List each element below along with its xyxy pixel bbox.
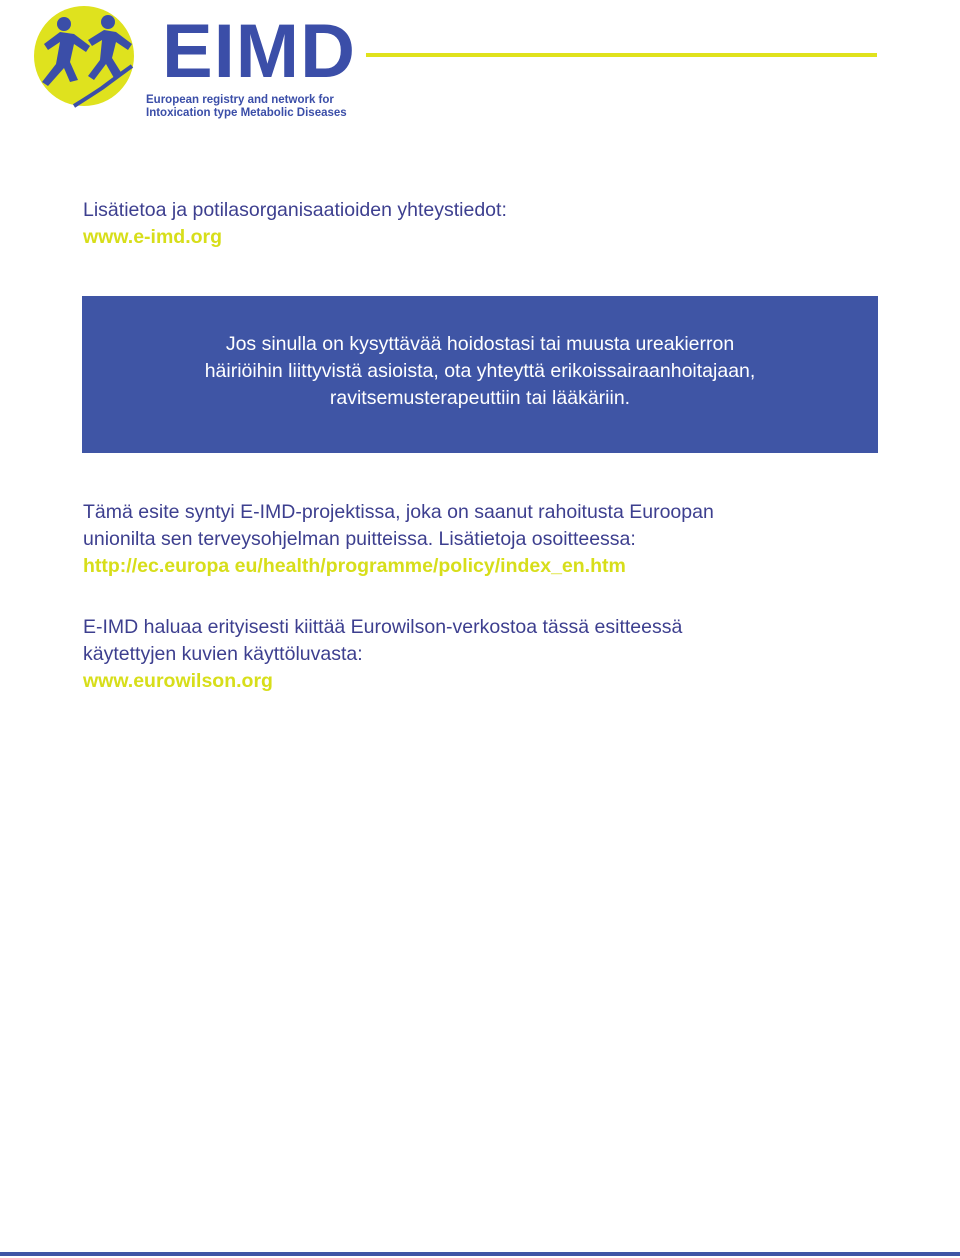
eimd-logo <box>30 4 356 120</box>
header-divider <box>366 53 877 57</box>
funding-link[interactable]: http://ec.europa eu/health/programme/policy/index_en.htm <box>83 555 626 577</box>
footer-divider <box>0 1252 960 1256</box>
funding-paragraph <box>83 499 923 580</box>
contact-info <box>83 197 507 251</box>
contact-info-text: Lisätietoa ja potilasorganisaatioiden yhteystiedot: <box>83 199 507 221</box>
funding-line-2: unionilta sen terveysohjelman puitteissa. Lisätietoja osoitteessa: <box>83 528 636 550</box>
callout-line-2: häiriöihin liittyvistä asioista, ota yhteyttä erikoissairaanhoitajaan, <box>204 360 756 382</box>
thanks-paragraph <box>83 614 923 695</box>
eurowilson-link[interactable]: www.eurowilson.org <box>83 670 273 692</box>
logo-emblem-icon <box>30 4 160 120</box>
callout-line-1: Jos sinulla on kysyttävää hoidostasi tai muusta ureakierron <box>225 333 735 355</box>
callout-line-3: ravitsemusterapeuttiin tai lääkäriin. <box>329 387 631 409</box>
e-imd-link[interactable]: www.e-imd.org <box>83 226 223 248</box>
logo-subtitle-line-2: Intoxication type Metabolic Diseases <box>146 107 347 119</box>
thanks-line-2: käytettyjen kuvien käyttöluvasta: <box>83 643 363 665</box>
funding-line-1: Tämä esite syntyi E-IMD-projektissa, joka on saanut rahoitusta Euroopan <box>83 501 714 523</box>
thanks-line-1: E-IMD haluaa erityisesti kiittää Eurowilson-verkostoa tässä esitteessä <box>83 616 683 638</box>
logo-subtitle <box>146 94 347 120</box>
logo-wordmark: EIMD <box>162 9 356 94</box>
callout-box <box>82 296 878 453</box>
logo-subtitle-line-1: European registry and network for <box>146 94 334 106</box>
